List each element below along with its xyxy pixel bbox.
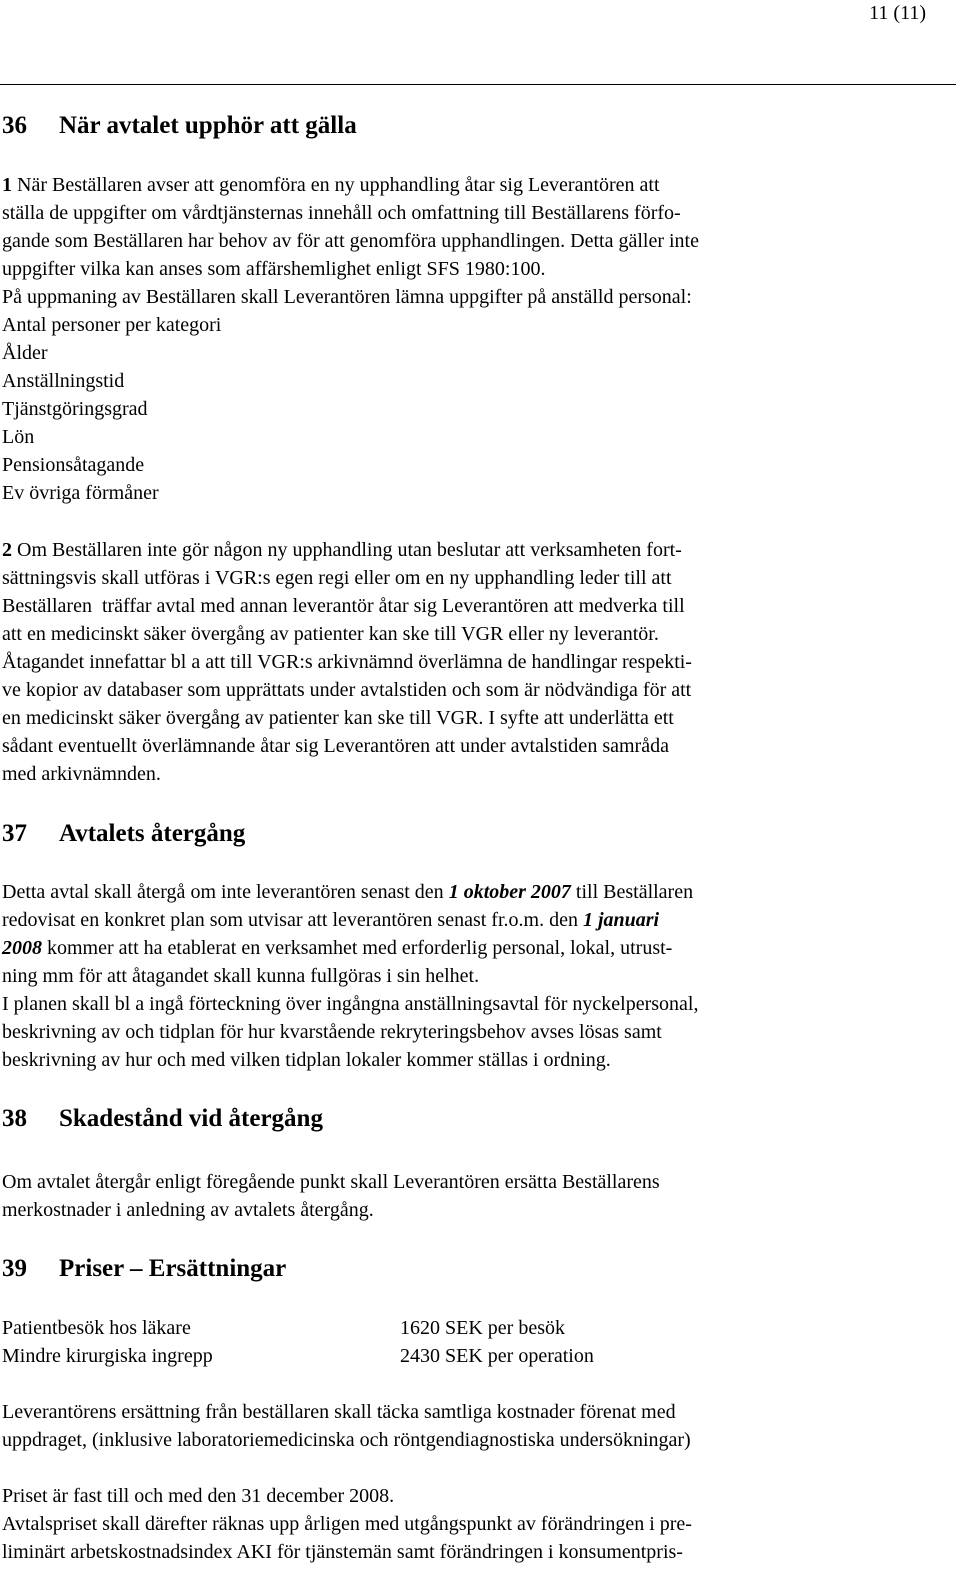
paragraph-line: Om avtalet återgår enligt föregående punkt skall Leverantören ersätta Beställarens bbox=[2, 1171, 660, 1193]
line-text: till Beställaren bbox=[570, 881, 694, 903]
paragraph-line: att en medicinskt säker övergång av patienter kan ske till VGR eller ny leverantör. bbox=[2, 623, 659, 645]
paragraph-line: På uppmaning av Beställaren skall Leverantören lämna uppgifter på anställd personal: bbox=[2, 286, 692, 308]
paragraph-line: liminärt arbetskostnadsindex AKI för tjänstemän samt förändringen i konsumentpris- bbox=[2, 1541, 683, 1563]
paragraph-line bbox=[2, 878, 693, 906]
section-title: När avtalet upphör att gälla bbox=[59, 112, 357, 139]
paragraph-line: sättningsvis skall utföras i VGR:s egen regi eller om en ny upphandling leder till att bbox=[2, 567, 672, 589]
section-number: 37 bbox=[2, 820, 27, 847]
paragraph-line: Priset är fast till och med den 31 december 2008. bbox=[2, 1485, 395, 1507]
item-number: 1 bbox=[2, 174, 12, 196]
paragraph-line bbox=[2, 536, 682, 564]
paragraph-line: I planen skall bl a ingå förteckning över ingångna anställningsavtal för nyckelpersonal, bbox=[2, 993, 699, 1015]
item-number: 2 bbox=[2, 539, 12, 561]
section-number: 38 bbox=[2, 1105, 27, 1132]
paragraph-line bbox=[2, 906, 659, 934]
line-text: kommer att ha etablerat en verksamhet med erforderlig personal, lokal, utrust- bbox=[42, 937, 673, 959]
paragraph-line: sådant eventuellt överlämnande åtar sig Leverantören att under avtalstiden samråda bbox=[2, 735, 669, 757]
paragraph-line: beskrivning av hur och med vilken tidplan lokaler kommer ställas i ordning. bbox=[2, 1049, 611, 1071]
paragraph-line: ställa de uppgifter om vårdtjänsternas innehåll och omfattning till Beställarens förfo- bbox=[2, 202, 681, 224]
section-title: Priser – Ersättningar bbox=[59, 1255, 287, 1282]
section-title: Skadestånd vid återgång bbox=[59, 1105, 323, 1132]
paragraph-line: Avtalspriset skall därefter räknas upp årligen med utgångspunkt av förändringen i pre- bbox=[2, 1513, 692, 1535]
paragraph-line: en medicinskt säker övergång av patienter kan ske till VGR. I syfte att underlätta ett bbox=[2, 707, 674, 729]
emphasized-date: 1 oktober 2007 bbox=[448, 881, 571, 903]
section-title: Avtalets återgång bbox=[59, 820, 246, 847]
paragraph-line: Leverantörens ersättning från beställaren skall täcka samtliga kostnader förenat med bbox=[2, 1401, 676, 1423]
emphasized-date: 1 januari bbox=[582, 909, 660, 931]
line-text: Om Beställaren inte gör någon ny upphandling utan beslutar att verksamheten fort- bbox=[12, 539, 682, 561]
list-item: Tjänstgöringsgrad bbox=[2, 398, 148, 420]
paragraph-line: Beställaren träffar avtal med annan leverantör åtar sig Leverantören att medverka till bbox=[2, 595, 685, 617]
paragraph-line bbox=[2, 934, 672, 962]
paragraph-line: uppdraget, (inklusive laboratoriemedicinska och röntgendiagnostiska undersökningar) bbox=[2, 1429, 691, 1451]
price-value: 2430 SEK per operation bbox=[400, 1345, 594, 1367]
paragraph-line: gande som Beställaren har behov av för att genomföra upphandlingen. Detta gäller inte bbox=[2, 230, 699, 252]
section-39-heading bbox=[2, 1254, 286, 1284]
price-label: Mindre kirurgiska ingrepp bbox=[2, 1345, 213, 1367]
section-number: 39 bbox=[2, 1255, 27, 1282]
line-text: redovisat en konkret plan som utvisar att leverantören senast fr.o.m. den bbox=[2, 909, 583, 931]
list-item: Lön bbox=[2, 426, 35, 448]
paragraph-line: uppgifter vilka kan anses som affärshemlighet enligt SFS 1980:100. bbox=[2, 258, 546, 280]
list-item: Antal personer per kategori bbox=[2, 314, 222, 336]
paragraph-line: Åtagandet innefattar bl a att till VGR:s arkivnämnd överlämna de handlingar respekti- bbox=[2, 651, 692, 673]
section-38-heading bbox=[2, 1104, 323, 1134]
paragraph-line: med arkivnämnden. bbox=[2, 763, 161, 785]
paragraph-line: merkostnader i anledning av avtalets återgång. bbox=[2, 1199, 374, 1221]
paragraph-line bbox=[2, 171, 660, 199]
paragraph-line: ning mm för att åtagandet skall kunna fullgöras i sin helhet. bbox=[2, 965, 480, 987]
paragraph-line: beskrivning av och tidplan för hur kvarstående rekryteringsbehov avses lösas samt bbox=[2, 1021, 662, 1043]
list-item: Ålder bbox=[2, 342, 48, 364]
emphasized-date: 2008 bbox=[2, 937, 42, 959]
list-item: Ev övriga förmåner bbox=[2, 482, 159, 504]
header-rule bbox=[0, 84, 956, 85]
price-label: Patientbesök hos läkare bbox=[2, 1317, 191, 1339]
list-item: Pensionsåtagande bbox=[2, 454, 145, 476]
line-text: När Beställaren avser att genomföra en ny upphandling åtar sig Leverantören att bbox=[12, 174, 660, 196]
section-number: 36 bbox=[2, 112, 27, 139]
price-value: 1620 SEK per besök bbox=[400, 1317, 565, 1339]
paragraph-line: ve kopior av databaser som upprättats under avtalstiden och som är nödvändiga för att bbox=[2, 679, 692, 701]
section-37-heading bbox=[2, 819, 245, 849]
list-item: Anställningstid bbox=[2, 370, 125, 392]
section-36-heading bbox=[2, 111, 357, 141]
page-number: 11 (11) bbox=[869, 2, 926, 24]
line-text: Detta avtal skall återgå om inte leverantören senast den bbox=[2, 881, 449, 903]
